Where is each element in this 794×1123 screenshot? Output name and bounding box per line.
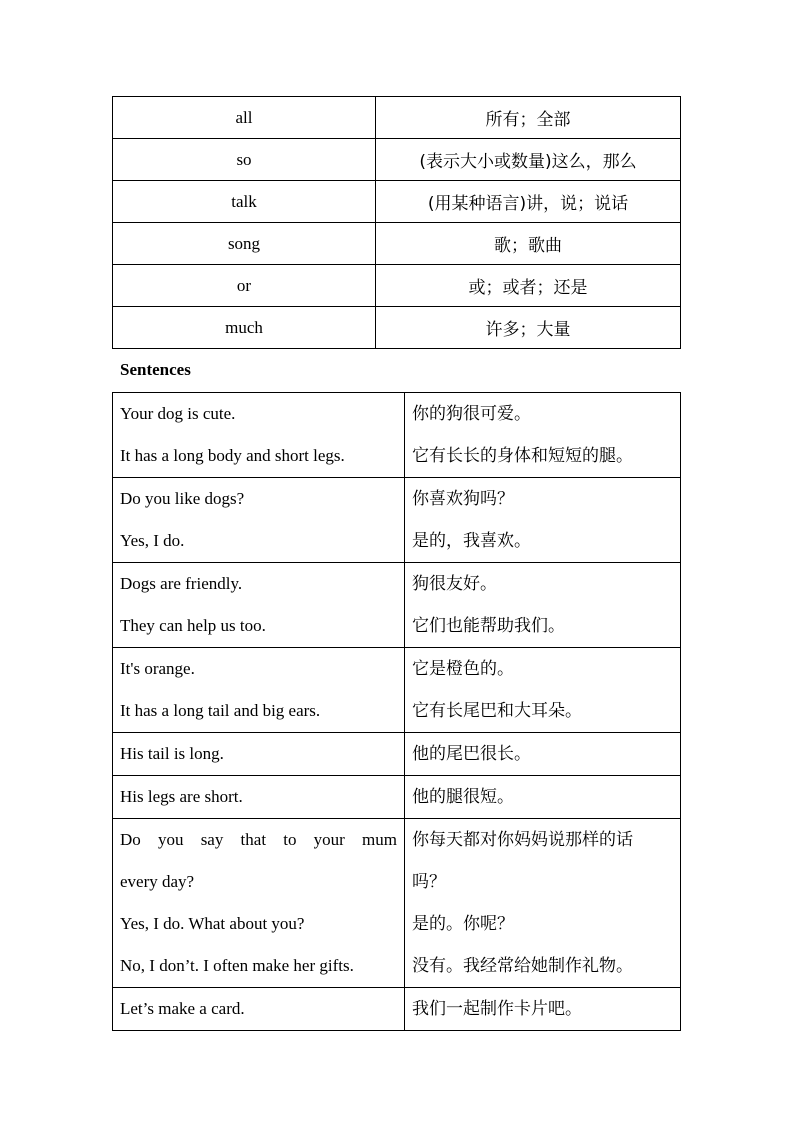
table-row <box>113 648 681 733</box>
chinese-cell <box>405 478 681 563</box>
chinese-line: 他的尾巴很长。 <box>412 744 531 764</box>
sentences-table <box>112 392 681 1031</box>
chinese-cell <box>405 776 681 819</box>
english-cell <box>113 478 405 563</box>
sentences-heading: Sentences <box>120 360 191 379</box>
chinese-line: 是的，我喜欢。 <box>412 531 531 551</box>
english-line: Let’s make a card. <box>120 999 245 1018</box>
chinese-line: 狗很友好。 <box>412 574 497 594</box>
chinese-line: 他的腿很短。 <box>412 787 514 807</box>
chinese-line: 你的狗很可爱。 <box>412 404 531 424</box>
vocabulary-table <box>112 96 681 349</box>
table-row <box>113 139 681 181</box>
english-line: every day? <box>120 872 195 891</box>
chinese-line: 它是橙色的。 <box>412 659 514 679</box>
english-cell <box>113 776 405 819</box>
english-line: His legs are short. <box>120 787 243 806</box>
table-row <box>113 733 681 776</box>
table-row <box>113 223 681 265</box>
english-cell <box>113 563 405 648</box>
chinese-line: 吗？ <box>412 872 446 892</box>
chinese-line: 我们一起制作卡片吧。 <box>412 999 582 1019</box>
english-cell <box>113 393 405 478</box>
vocab-word: much <box>113 307 376 349</box>
english-line: It has a long body and short legs. <box>120 446 345 465</box>
table-row <box>113 988 681 1031</box>
english-line: His tail is long. <box>120 744 224 763</box>
table-row <box>113 265 681 307</box>
table-row <box>113 181 681 223</box>
chinese-line: 它们也能帮助我们。 <box>412 616 565 636</box>
chinese-line: 是的。你呢？ <box>412 914 514 934</box>
chinese-line: 它有长尾巴和大耳朵。 <box>412 701 582 721</box>
vocab-meaning: 许多；大量 <box>376 307 681 349</box>
vocab-meaning: 或；或者；还是 <box>376 265 681 307</box>
chinese-cell <box>405 563 681 648</box>
english-line: Do you say that to your mum <box>120 830 397 849</box>
chinese-cell <box>405 648 681 733</box>
vocab-meaning: 歌；歌曲 <box>376 223 681 265</box>
table-row <box>113 97 681 139</box>
chinese-cell <box>405 733 681 776</box>
table-row <box>113 307 681 349</box>
vocab-word: talk <box>113 181 376 223</box>
english-cell <box>113 648 405 733</box>
vocab-meaning: (用某种语言)讲，说；说话 <box>376 181 681 223</box>
english-line: Your dog is cute. <box>120 404 236 423</box>
vocab-word: all <box>113 97 376 139</box>
english-line: Yes, I do. What about you? <box>120 914 305 933</box>
english-line: It's orange. <box>120 659 195 678</box>
english-cell <box>113 819 405 988</box>
table-row <box>113 563 681 648</box>
english-line: They can help us too. <box>120 616 266 635</box>
table-row <box>113 393 681 478</box>
table-row <box>113 776 681 819</box>
vocab-meaning: (表示大小或数量)这么，那么 <box>376 139 681 181</box>
chinese-line: 你喜欢狗吗？ <box>412 489 514 509</box>
vocab-meaning: 所有；全部 <box>376 97 681 139</box>
vocab-word: or <box>113 265 376 307</box>
chinese-line: 没有。我经常给她制作礼物。 <box>412 956 633 976</box>
chinese-line: 它有长长的身体和短短的腿。 <box>412 446 633 466</box>
english-cell <box>113 988 405 1031</box>
english-line: It has a long tail and big ears. <box>120 701 321 720</box>
chinese-cell <box>405 988 681 1031</box>
table-row <box>113 819 681 988</box>
english-line: Yes, I do. <box>120 531 185 550</box>
english-line: Dogs are friendly. <box>120 574 243 593</box>
english-line: No, I don’t. I often make her gifts. <box>120 956 354 975</box>
chinese-cell <box>405 819 681 988</box>
vocab-word: song <box>113 223 376 265</box>
chinese-line: 你每天都对你妈妈说那样的话 <box>412 830 633 850</box>
english-cell <box>113 733 405 776</box>
english-line: Do you like dogs? <box>120 489 245 508</box>
vocab-word: so <box>113 139 376 181</box>
table-row <box>113 478 681 563</box>
chinese-cell <box>405 393 681 478</box>
